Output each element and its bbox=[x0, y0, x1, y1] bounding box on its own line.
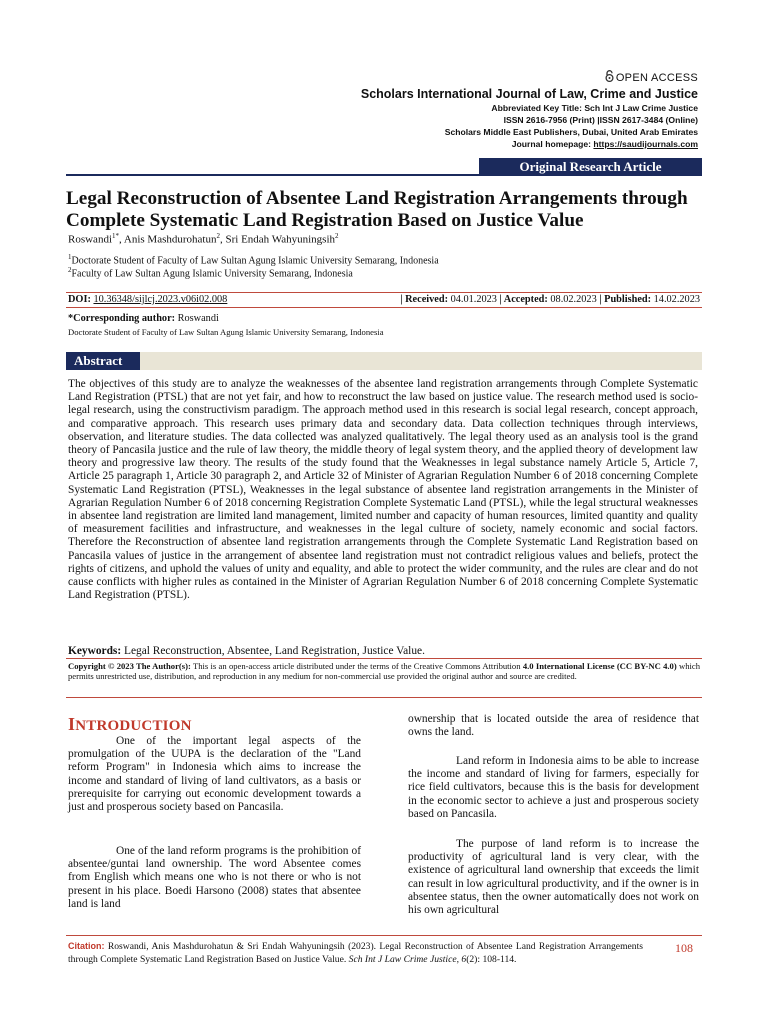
intro-paragraph: One of the important legal aspects of the promulgation of the UUPA is the declaration of the "Land reform Program" in Indonesia which aims to increase the income and standard of living of land cultivators, as a basis or prerequisite for carrying out economic development towards a just and prosperous society based on Pancasila. bbox=[68, 735, 361, 814]
author-name: Sri Endah Wahyuningsih bbox=[225, 233, 336, 246]
doi-rule-top bbox=[66, 292, 702, 293]
affiliation-1 bbox=[68, 253, 439, 266]
homepage-link[interactable]: https://saudijournals.com bbox=[593, 139, 698, 149]
homepage-line bbox=[512, 139, 698, 149]
publisher-line: Scholars Middle East Publishers, Dubai, United Arab Emirates bbox=[444, 127, 698, 137]
dates bbox=[400, 294, 700, 305]
author-name: Roswandi bbox=[68, 233, 112, 246]
doi-link[interactable]: 10.36348/sijlcj.2023.v06i02.008 bbox=[93, 294, 228, 305]
author-name: Anis Mashdurohatun bbox=[123, 233, 217, 246]
intro-paragraph: Land reform in Indonesia aims to be able to increase the income and standard of living for farmers, especially for rice field cultivators, because this is the basis for development in the economic sector to achieve a just and prosperous society based on Pancasila. bbox=[408, 755, 699, 820]
introduction-heading-rest: NTRODUCTION bbox=[75, 718, 192, 734]
footer-rule bbox=[66, 935, 702, 936]
issn-line: ISSN 2616-7956 (Print) |ISSN 2617-3484 (Online) bbox=[503, 115, 698, 125]
received-date: 04.01.2023 bbox=[450, 294, 497, 305]
introduction-heading bbox=[68, 714, 192, 735]
affiliation-sup: 1 bbox=[68, 253, 72, 261]
affiliation-sup: 2 bbox=[68, 266, 72, 274]
corresponding-label: *Corresponding author: bbox=[68, 313, 178, 324]
open-lock-icon bbox=[605, 70, 614, 82]
published-label: | Published: bbox=[596, 294, 654, 305]
copyright-notice bbox=[68, 661, 700, 682]
corresponding-author bbox=[68, 313, 219, 324]
citation-text: Roswandi, Anis Mashdurohatun & Sri Endah Wahyuningsih (2023). Legal Reconstruction of Absentee Land Registration Arrangements through Complete Systematic Land Registration Based on Justice Value. bbox=[68, 941, 643, 965]
affiliation-text: Faculty of Law Sultan Agung Islamic University Semarang, Indonesia bbox=[71, 268, 353, 280]
author-sup: 1* bbox=[112, 232, 119, 240]
copyright-text-1: This is an open-access article distributed under the terms of the Creative Commons Attribution bbox=[190, 661, 523, 671]
intro-paragraph: ownership that is located outside the area of residence that owns the land. bbox=[408, 713, 699, 739]
affiliation-text: Doctorate Student of Faculty of Law Sultan Agung Islamic University Semarang, Indonesia bbox=[71, 255, 439, 267]
citation-pages: (2): 108-114. bbox=[466, 953, 517, 965]
abstract-header-bar bbox=[66, 352, 702, 370]
page-number: 108 bbox=[675, 941, 693, 955]
copyright-label: Copyright © 2023 The Author(s): bbox=[68, 661, 191, 671]
doi-line bbox=[68, 294, 700, 305]
keywords-line bbox=[68, 645, 698, 657]
citation-label: Citation: bbox=[68, 941, 105, 951]
intro-paragraph: The purpose of land reform is to increase the productivity of agricultural land is very clear, with the existence of agricultural land ownership that exceeds the limit can result in low agricultural productivity, and if the owner is in absentee status, then the owner automatically does not work on his own agricultural bbox=[408, 838, 699, 917]
copyright-text-2: which permits unrestricted use, distribution, and reproduction in any medium for non-commercial use provided the original author and source are credited. bbox=[68, 661, 700, 682]
journal-name: Scholars International Journal of Law, Crime and Justice bbox=[360, 87, 698, 101]
homepage-label: Journal homepage: bbox=[511, 139, 594, 149]
published-date: 14.02.2023 bbox=[653, 294, 700, 305]
copyright-license: 4.0 International License (CC BY-NC 4.0) bbox=[522, 661, 677, 671]
introduction-heading-initial: I bbox=[68, 714, 76, 734]
copyright-rule-bottom bbox=[66, 697, 702, 698]
open-access-label: OPEN ACCESS bbox=[615, 72, 698, 84]
received-label: | Received: bbox=[400, 294, 451, 305]
abstract-heading: Abstract bbox=[66, 352, 140, 370]
doi-rule-bottom bbox=[66, 307, 702, 308]
doi-label: DOI: bbox=[68, 294, 94, 305]
keywords-text: Legal Reconstruction, Absentee, Land Registration, Justice Value. bbox=[121, 645, 425, 657]
accepted-label: | Accepted: bbox=[496, 294, 551, 305]
citation-journal: Sch Int J Law Crime Justice, 6 bbox=[348, 953, 467, 965]
author-list: Roswandi$^{1*}$, Anis Mashdurohatun$^2$, Sri Endah Wahyuningsih$^2$ bbox=[68, 232, 339, 246]
corresponding-name: Roswandi bbox=[177, 313, 219, 324]
affiliation-2 bbox=[68, 266, 353, 279]
article-type-badge: Original Research Article bbox=[479, 158, 702, 176]
accepted-date: 08.02.2023 bbox=[550, 294, 597, 305]
open-access-badge bbox=[605, 70, 698, 84]
copyright-rule-top bbox=[66, 658, 702, 659]
keywords-label: Keywords: bbox=[68, 645, 122, 657]
corresponding-affiliation: Doctorate Student of Faculty of Law Sultan Agung Islamic University Semarang, Indonesia bbox=[68, 327, 384, 337]
intro-paragraph: One of the land reform programs is the prohibition of absentee/guntai land ownership. The word Absentee comes from English which means one who is not there or who is not present in his place. Boedi Harsono (2008) states that absentee land is land bbox=[68, 845, 361, 910]
citation bbox=[68, 940, 643, 966]
abbreviated-title: Abbreviated Key Title: Sch Int J Law Crime Justice bbox=[491, 103, 698, 113]
article-title: Legal Reconstruction of Absentee Land Registration Arrangements through Complete Systematic Land Registration Based on Justice Value bbox=[66, 188, 688, 231]
author-sup: 2 bbox=[216, 232, 220, 240]
author-sup: 2 bbox=[335, 232, 339, 240]
abstract-text: The objectives of this study are to analyze the weaknesses of the absentee land registration arrangements through Complete Systematic Land Registration (PTSL) that are not yet fair, and how to reconstruct the law based on justice value. The research method used is socio-legal research, using the constructivism paradigm. The approach method used in this research is social legal research, concept approach, and comparative approach. This research uses primary data and secondary data. Data collection techniques through interviews, observation, and literature studies. The data collected was analyzed qualitatively. The legal theory used as an analysis tool is the grand theory of Pancasila justice and the rule of law theory, the middle theory of legal system theory, and the applied theory of development law theory and progressive law theory. The results of the study found that the Weaknesses in legal substance namely Article 5, Article 7, Article 25 paragraph 1, Article 30 paragraph 2, and Article 32 of Minister of Agrarian Regulation Number 6 of 2018 concerning Complete Systematic Land Registration (PTSL), Weaknesses in the legal substance of absentee land registration arrangements in the Minister of Agrarian Regulation Number 6 of 2018 concerning Registration Complete Systematic Land (PTSL), while the legal structural weaknesses in absentee land registration are limited land management, limited number and capacity of human resources, limited quantity and quality of measurement facilities and infrastructure, and weaknesses in the legal culture of society, namely economic and social factors. Therefore the Reconstruction of absentee land registration arrangements through the Complete Systematic Land Registration based on Pancasila values of justice in the arrangement of absentee land registration must not contradict religious values and beliefs, protect the rights of citizens, and uphold the values of unity and equality, and able to protect the wider community, and the rules are clear and do not cause conflicts with higher rules as contained in the Minister of Agrarian Regulation Number 6 of 2018 concerning Complete Systematic Land Registration (PTSL). bbox=[68, 378, 698, 602]
